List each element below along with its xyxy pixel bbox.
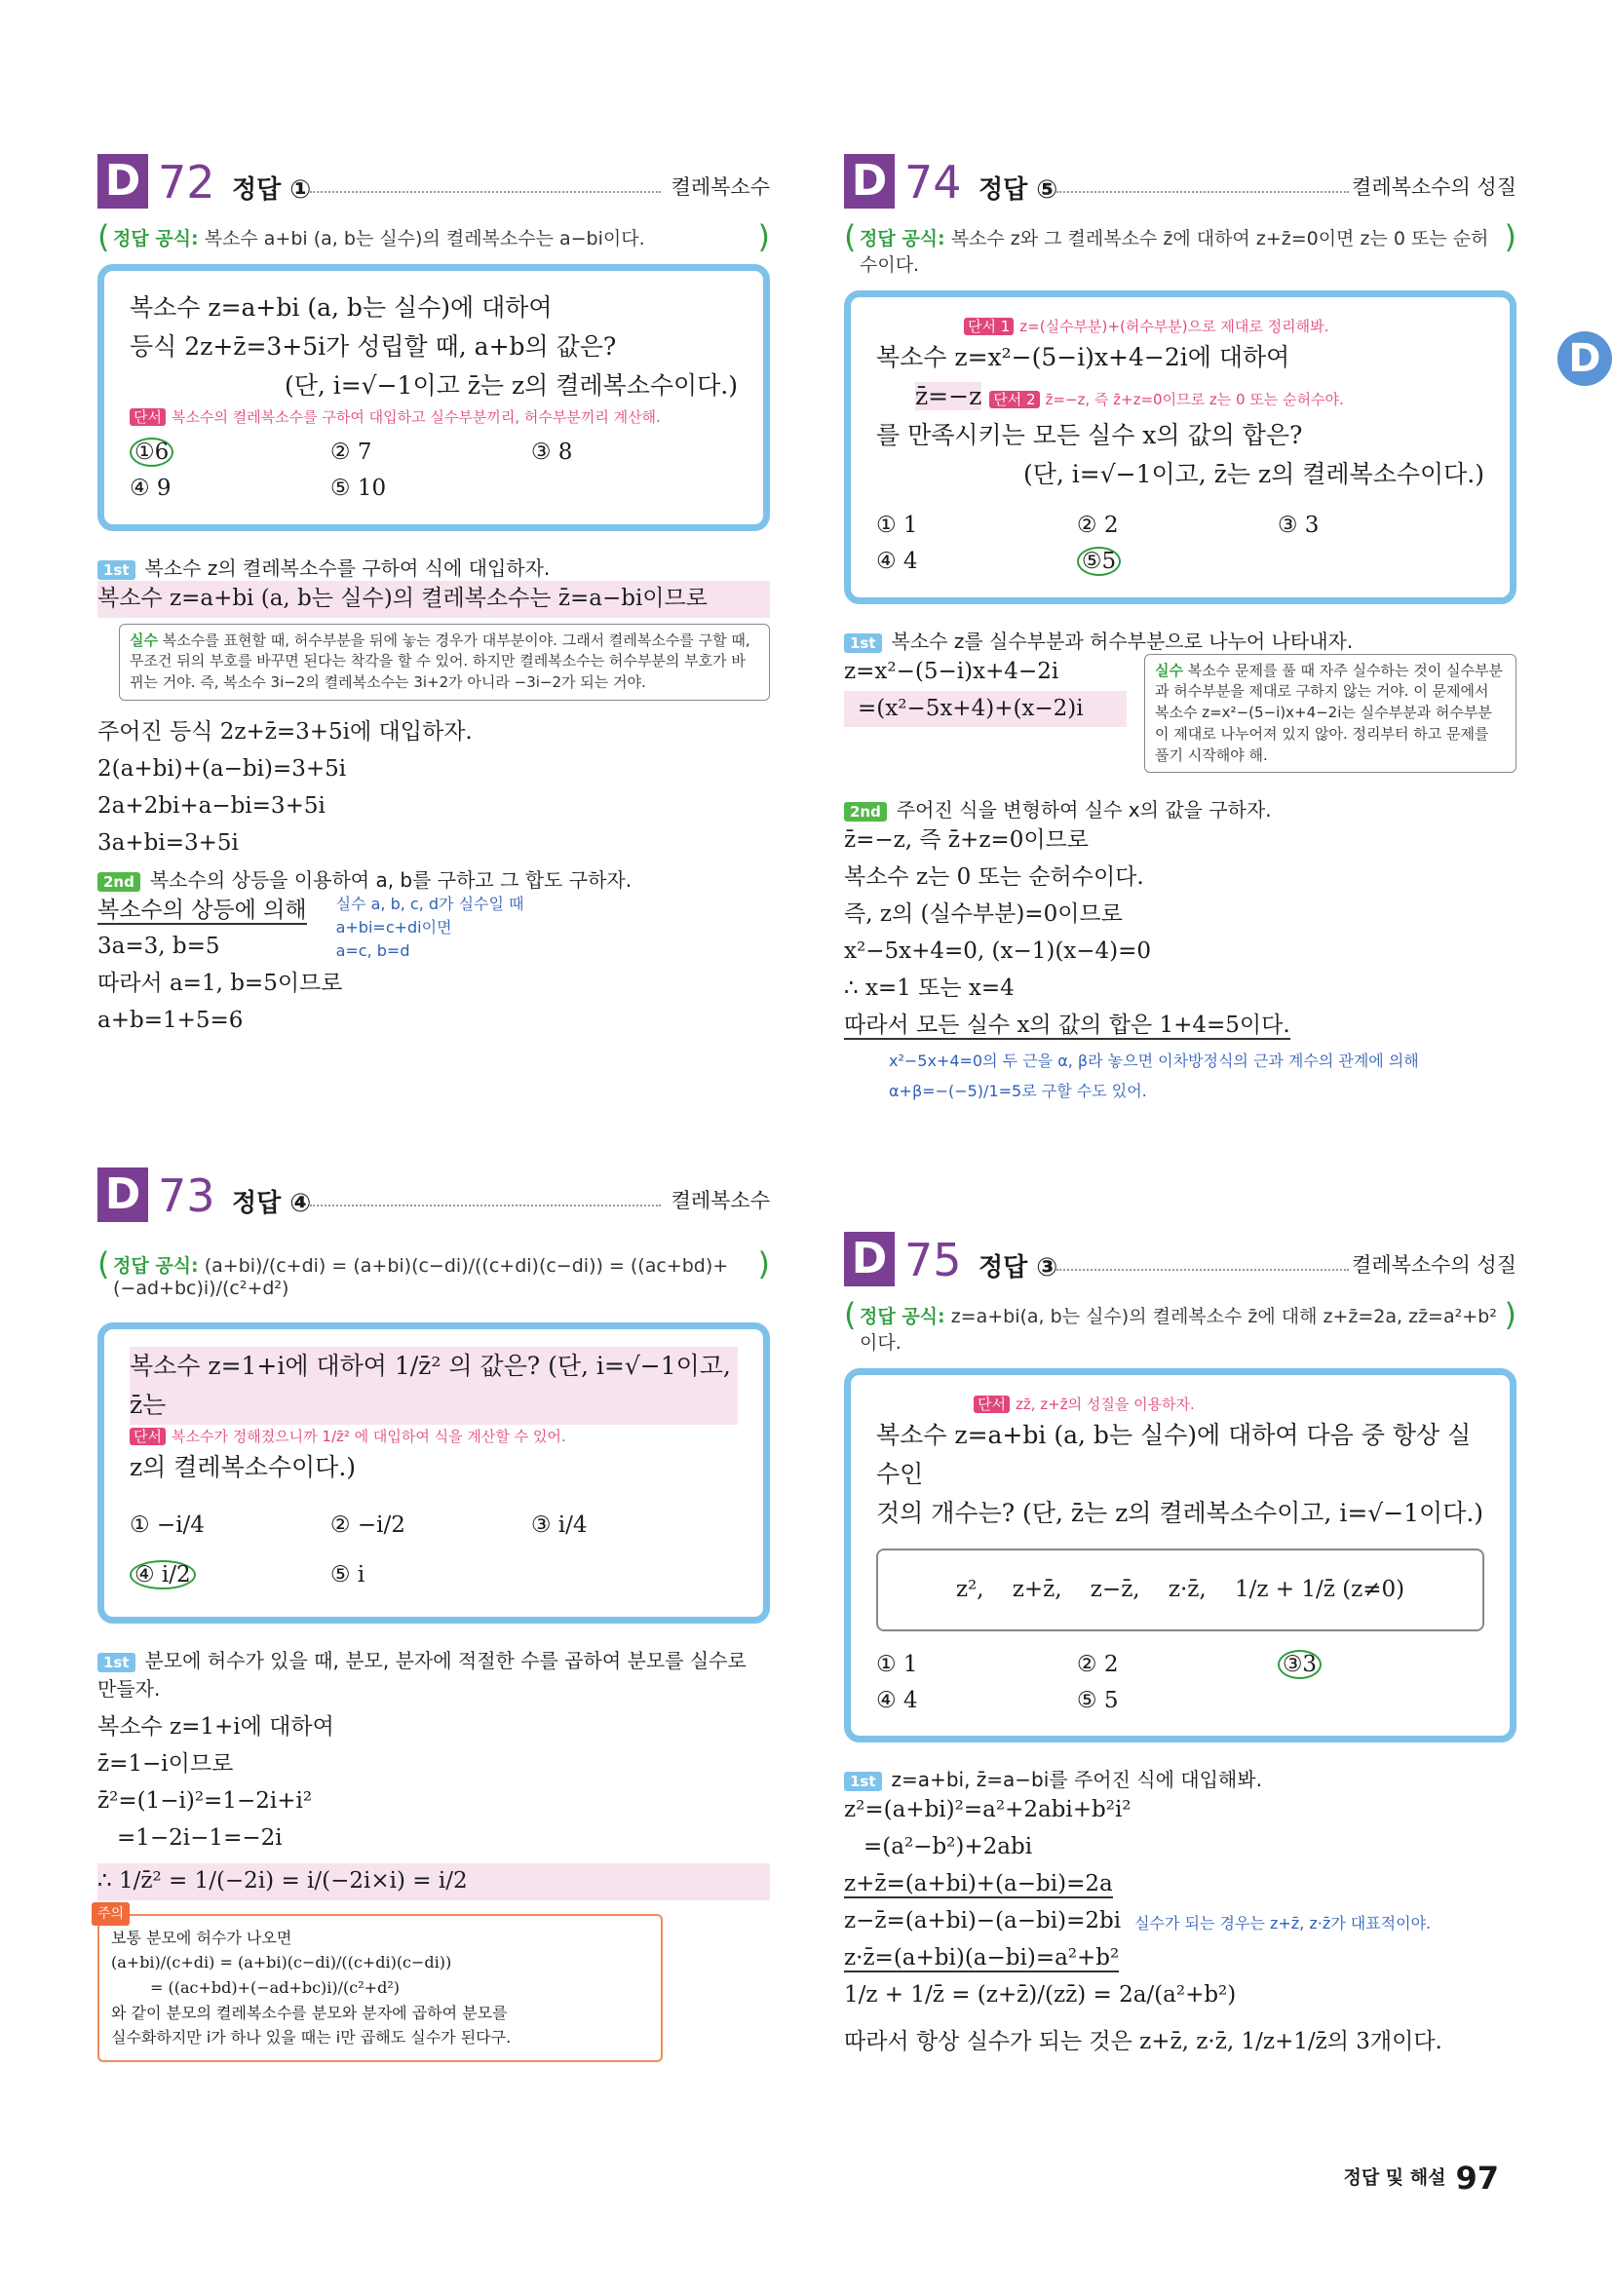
choice-3[interactable]: ③ 3: [1277, 513, 1320, 538]
note-text: 복소수 문제를 풀 때 자주 실수하는 것이 실수부분과 허수부분을 제대로 구하지 않는 거야. 이 문제에서 복소수 z=x²−(5−i)x+4−2i는 실수부분과 허수부분이 제대로 나누어져 있지 않아. 정리부터 하고 문제를 풀기 시작해야 해.: [1155, 661, 1503, 764]
question-condition: (단, i=√−1이고, z̄는 z의 켤레복소수이다.): [1022, 460, 1484, 488]
problem-72: [97, 154, 770, 1040]
question-line: 복소수 z=a+bi (a, b는 실수)에 대하여: [130, 293, 553, 322]
solution-line: [844, 1008, 1516, 1045]
question-box: [844, 1368, 1516, 1742]
answer-choices: [130, 435, 738, 507]
question-condition: z̄=−z: [915, 382, 982, 410]
solution-line: x²−5x+4=0, (x−1)(x−4)=0: [844, 938, 1152, 965]
choice-4[interactable]: [130, 1550, 330, 1600]
solution-line: z̄=1−i이므로: [97, 1751, 234, 1778]
answer-formula: [97, 224, 770, 250]
formula-tag: 정답 공식:: [860, 228, 945, 249]
problem-number: 72: [158, 156, 215, 209]
leader-dots: [1056, 1269, 1349, 1271]
correct-mark: ①6: [130, 438, 173, 467]
question-condition: (단, i=√−1이고 z̄는 z의 켤레복소수이다.): [284, 371, 738, 400]
choice-4[interactable]: ④ 9: [130, 475, 172, 501]
leader-dots: [310, 191, 661, 193]
step-tag: 2nd: [97, 872, 140, 892]
solution-line: ∴ x=1 또는 x=4: [844, 976, 1015, 1002]
problem-header: [97, 1167, 770, 1228]
formula-tag: 정답 공식:: [860, 1306, 945, 1327]
equality-row: [97, 893, 770, 967]
problem-header: [844, 154, 1516, 214]
choice-2[interactable]: ② 2: [1076, 513, 1119, 538]
d-badge: D: [97, 154, 148, 209]
choice-2[interactable]: ② 7: [329, 440, 372, 465]
step-2: [844, 794, 1516, 823]
question-line: 것의 개수는? (단, z̄는 z의 켤레복소수이고, i=√−1이다.): [876, 1499, 1484, 1527]
answer-formula: [97, 1251, 770, 1299]
step-1: [844, 626, 1516, 654]
formula-text: z=a+bi(a, b는 실수)의 켤레복소수 z̄에 대해 z+z̄=2a, zz̄=a²+b²이다.: [860, 1306, 1497, 1354]
answer-formula: [844, 224, 1516, 277]
caution-line: 실수화하지만 i가 하나 있을 때는 i만 곱해도 실수가 된다구.: [111, 2028, 512, 2047]
choice-4[interactable]: ④ 4: [876, 548, 918, 574]
caution-line: (a+bi)/(c+di) = (a+bi)(c−di)/((c+di)(c−di)): [111, 1953, 452, 1972]
step-tag: 1st: [97, 560, 135, 580]
correct-mark: ④ i/2: [130, 1560, 196, 1589]
formula-text: 복소수 a+bi (a, b는 실수)의 켤레복소수는 a−bi이다.: [204, 228, 645, 249]
choice-1[interactable]: [130, 435, 330, 471]
solution-line: 복소수 z=a+bi (a, b는 실수)의 켤레복소수는 z̄=a−bi이므로: [97, 581, 770, 618]
underlined-text: 복소수의 상등에 의해: [97, 897, 307, 923]
answer-label: 정답 ⑤: [979, 175, 1058, 205]
step-title: 복소수 z를 실수부분과 허수부분으로 나누어 나타내자.: [891, 629, 1354, 653]
formula-tag: 정답 공식:: [113, 228, 199, 249]
hint-text: z̄=−z, 즉 z̄+z=0이므로 z는 0 또는 순허수야.: [1045, 391, 1344, 408]
choice-5[interactable]: ⑤ 10: [329, 475, 387, 501]
step-title: 주어진 식을 변형하여 실수 x의 값을 구하자.: [896, 798, 1272, 823]
question-line: 복소수 z=1+i에 대하여 1/z̄² 의 값은? (단, i=√−1이고, z̄는: [130, 1347, 738, 1425]
note-text: 복소수를 표현할 때, 허수부분을 뒤에 놓는 경우가 대부분이야. 그래서 켤레복소수를 구할 때, 무조건 뒤의 부호를 바꾸면 된다는 착각을 할 수 있어. 하지만 켤레복소수는 허수부분의 부호가 바뀌는 거야. 즉, 복소수 3i−2의 켤레복소수는 3i+2가 아니라 −3i−2가 되는 거야.: [130, 631, 750, 692]
correct-mark: ③3: [1278, 1650, 1322, 1679]
solution-line: [844, 1940, 1121, 1977]
mistake-note: [1144, 654, 1516, 774]
choice-2[interactable]: ② −i/2: [329, 1512, 405, 1538]
solution-line: 따라서 항상 실수가 되는 것은 z+z̄, z·z̄, 1/z+1/z̄의 3개이다.: [844, 2029, 1442, 2055]
hint-text: zz̄, z+z̄의 성질을 이용하자.: [1015, 1396, 1195, 1413]
step-tag: 1st: [97, 1653, 135, 1672]
answer-choices: [130, 1501, 738, 1599]
hint: [876, 315, 1484, 338]
step-2: [97, 864, 770, 893]
choice-1[interactable]: ① 1: [876, 513, 918, 538]
answer-choices: [876, 508, 1484, 580]
solution-line: 즉, z의 (실수부분)=0이므로: [844, 901, 1123, 928]
note-tag: 실수: [1155, 661, 1183, 679]
hint-text: 복소수가 정해졌으니까 1/z̄² 에 대입하여 식을 계산할 수 있어.: [171, 1428, 566, 1445]
answer-label: 정답 ③: [979, 1253, 1058, 1282]
page-number: 97: [1455, 2160, 1499, 2197]
caution-line: 와 같이 분모의 켤레복소수를 분모와 분자에 곱하여 분모를: [111, 2003, 508, 2022]
question-line: 등식 2z+z̄=3+5i가 성립할 때, a+b의 값은?: [130, 332, 617, 361]
choice-5[interactable]: ⑤ 5: [1076, 1687, 1119, 1713]
problem-75: [844, 1232, 1516, 2061]
step-1: [97, 1645, 770, 1702]
topic-label: 켤레복소수의 성질: [1352, 175, 1516, 199]
question-box: [97, 1322, 770, 1624]
choice-3[interactable]: ③ i/4: [530, 1512, 588, 1538]
hint: [989, 391, 1344, 408]
side-note-line: a+bi=c+di이면: [335, 917, 452, 937]
side-note: α+β=−(−5)/1=5로 구할 수도 있어.: [889, 1081, 1147, 1100]
note-tag: 실수: [130, 631, 158, 649]
solution-line: z̄=−z, 즉 z̄+z=0이므로: [844, 827, 1089, 854]
hint-label: 단서: [974, 1396, 1010, 1413]
caution-tag: 주의: [92, 1902, 130, 1926]
answer-label: 정답 ①: [232, 175, 312, 205]
footer-label: 정답 및 해설: [1343, 2166, 1446, 2189]
answer-formula: [844, 1302, 1516, 1355]
solution-line: 복소수 z=1+i에 대하여: [97, 1714, 334, 1741]
topic-label: 켤레복소수: [671, 1189, 770, 1212]
solution-line: =(a²−b²)+2abi: [864, 1834, 1033, 1860]
question-line: 복소수 z=a+bi (a, b는 실수)에 대하여 다음 중 항상 실수인: [876, 1421, 1472, 1488]
choice-3[interactable]: [1278, 1647, 1478, 1683]
choice-4[interactable]: ④ 4: [876, 1687, 918, 1713]
solution-line: [844, 1866, 1121, 1903]
mistake-note: [119, 624, 770, 701]
problem-number: 73: [158, 1169, 215, 1222]
hint: [130, 1425, 738, 1448]
choice-1[interactable]: ① −i/4: [130, 1512, 205, 1538]
solution-line: 주어진 등식 2z+z̄=3+5i에 대입하자.: [97, 718, 473, 745]
side-note: 실수가 되는 경우는 z+z̄, z·z̄가 대표적이야.: [1134, 1913, 1432, 1932]
correct-mark: ⑤5: [1077, 547, 1121, 576]
items-box: z², z+z̄, z−z̄, z·z̄, 1/z + 1/z̄ (z≠0): [876, 1549, 1484, 1631]
step-1: [844, 1764, 1516, 1792]
problem-number: 74: [904, 156, 962, 209]
step-title: 복소수 z의 켤레복소수를 구하여 식에 대입하자.: [144, 555, 551, 580]
side-note: [336, 893, 524, 967]
question-box: [97, 264, 770, 531]
problem-73: [97, 1167, 770, 2062]
step-tag: 1st: [844, 1772, 882, 1791]
question-row: [876, 377, 1484, 416]
hint-text: z=(실수부분)+(허수부분)으로 제대로 정리해봐.: [1019, 318, 1329, 335]
solution-line: a+b=1+5=6: [97, 1008, 244, 1034]
solution-line: 2a+2bi+a−bi=3+5i: [97, 792, 326, 819]
question-box: [844, 290, 1516, 604]
caution-line: = ((ac+bd)+(−ad+bc)i)/(c²+d²): [150, 1978, 400, 1998]
solution-line: 따라서 a=1, b=5이므로: [97, 971, 343, 997]
hint-label: 단서: [130, 1428, 166, 1445]
caution-line: 보통 분모에 허수가 나오면: [111, 1928, 292, 1947]
underlined-text: 따라서 모든 실수 x의 값의 합은 1+4=5이다.: [844, 1013, 1290, 1039]
problem-header: [844, 1232, 1516, 1292]
solution-line: 복소수 z는 0 또는 순허수이다.: [844, 864, 1144, 891]
step-tag: 2nd: [844, 802, 887, 822]
caution-box: [97, 1905, 663, 2062]
choice-5[interactable]: [1077, 544, 1278, 580]
topic-label: 켤레복소수의 성질: [1352, 1253, 1516, 1277]
side-note-line: 실수 a, b, c, d가 실수일 때: [335, 894, 524, 913]
choice-1[interactable]: ① 1: [876, 1651, 918, 1677]
problem-74: [844, 154, 1516, 1101]
formula-text: (a+bi)/(c+di) = (a+bi)(c−di)/((c+di)(c−di)) = ((ac+bd)+(−ad+bc)i)/(c²+d²): [113, 1255, 729, 1299]
page-footer: [1343, 2160, 1499, 2197]
step-1: [97, 553, 770, 581]
question-line: z의 켤레복소수이다.): [130, 1453, 357, 1481]
solution-line: =(x²−5x+4)+(x−2)i: [844, 691, 1127, 728]
underlined-text: z+z̄=(a+bi)+(a−bi)=2a: [844, 1871, 1113, 1897]
choice-3[interactable]: ③ 8: [530, 440, 573, 465]
formula-text: 복소수 z와 그 켤레복소수 z̄에 대하여 z+z̄=0이면 z는 0 또는 순허수이다.: [860, 228, 1489, 276]
hint-label: 단서: [130, 408, 166, 426]
problem-number: 75: [904, 1234, 962, 1286]
solution-line: 2(a+bi)+(a−bi)=3+5i: [97, 755, 347, 782]
underlined-text: z·z̄=(a+bi)(a−bi)=a²+b²: [844, 1945, 1120, 1971]
solution-line: 3a=3, b=5: [97, 934, 220, 960]
solution-line: z²=(a+bi)²=a²+2abi+b²i²: [844, 1797, 1132, 1823]
solution-line: ∴ 1/z̄² = 1/(−2i) = i/(−2i×i) = i/2: [97, 1863, 770, 1900]
chapter-side-tab: D: [1557, 331, 1612, 386]
choice-2[interactable]: ② 2: [1076, 1651, 1119, 1677]
solution-line: z=x²−(5−i)x+4−2i: [844, 658, 1059, 684]
topic-label: 켤레복소수: [671, 175, 770, 199]
solution-line: 3a+bi=3+5i: [97, 829, 239, 856]
side-note: x²−5x+4=0의 두 근을 α, β라 놓으면 이차방정식의 근과 계수의 관계에 의해: [889, 1051, 1419, 1070]
answer-label: 정답 ④: [232, 1189, 312, 1218]
solution-line: z−z̄=(a+bi)−(a−bi)=2bi: [844, 1908, 1122, 1934]
decompose-row: [844, 654, 1516, 774]
d-badge: D: [844, 1232, 895, 1286]
hint: [876, 1393, 1484, 1416]
hint-text: 복소수의 켤레복소수를 구하여 대입하고 실수부분끼리, 허수부분끼리 계산해.: [171, 408, 661, 426]
d-badge: D: [844, 154, 895, 209]
hint: [130, 405, 738, 429]
solution-line: [97, 893, 307, 930]
solution-line: 1/z + 1/z̄ = (z+z̄)/(zz̄) = 2a/(a²+b²): [844, 1982, 1237, 2009]
leader-dots: [1056, 191, 1349, 193]
answer-choices: [876, 1647, 1484, 1719]
formula-tag: 정답 공식:: [113, 1255, 199, 1277]
hint-label: 단서 1: [964, 318, 1014, 335]
step-title: 분모에 허수가 있을 때, 분모, 분자에 적절한 수를 곱하여 분모를 실수로 만들자.: [97, 1649, 747, 1702]
step-tag: 1st: [844, 633, 882, 653]
solution-line: =1−2i−1=−2i: [117, 1825, 283, 1851]
question-line: 를 만족시키는 모든 실수 x의 값의 합은?: [876, 421, 1303, 449]
problem-header: [97, 154, 770, 214]
side-note-line: a=c, b=d: [335, 940, 410, 960]
real-cases-row: [844, 1866, 1516, 1977]
leader-dots: [310, 1205, 661, 1206]
question-line: 복소수 z=x²−(5−i)x+4−2i에 대하여: [876, 343, 1290, 371]
step-title: 복소수의 상등을 이용하여 a, b를 구하고 그 합도 구하자.: [149, 867, 633, 892]
choice-5[interactable]: ⑤ i: [329, 1561, 365, 1588]
solution-line: z̄²=(1−i)²=1−2i+i²: [97, 1788, 313, 1815]
step-title: z=a+bi, z̄=a−bi를 주어진 식에 대입해봐.: [891, 1768, 1262, 1792]
hint-label: 단서 2: [989, 391, 1039, 408]
d-badge: D: [97, 1167, 148, 1222]
